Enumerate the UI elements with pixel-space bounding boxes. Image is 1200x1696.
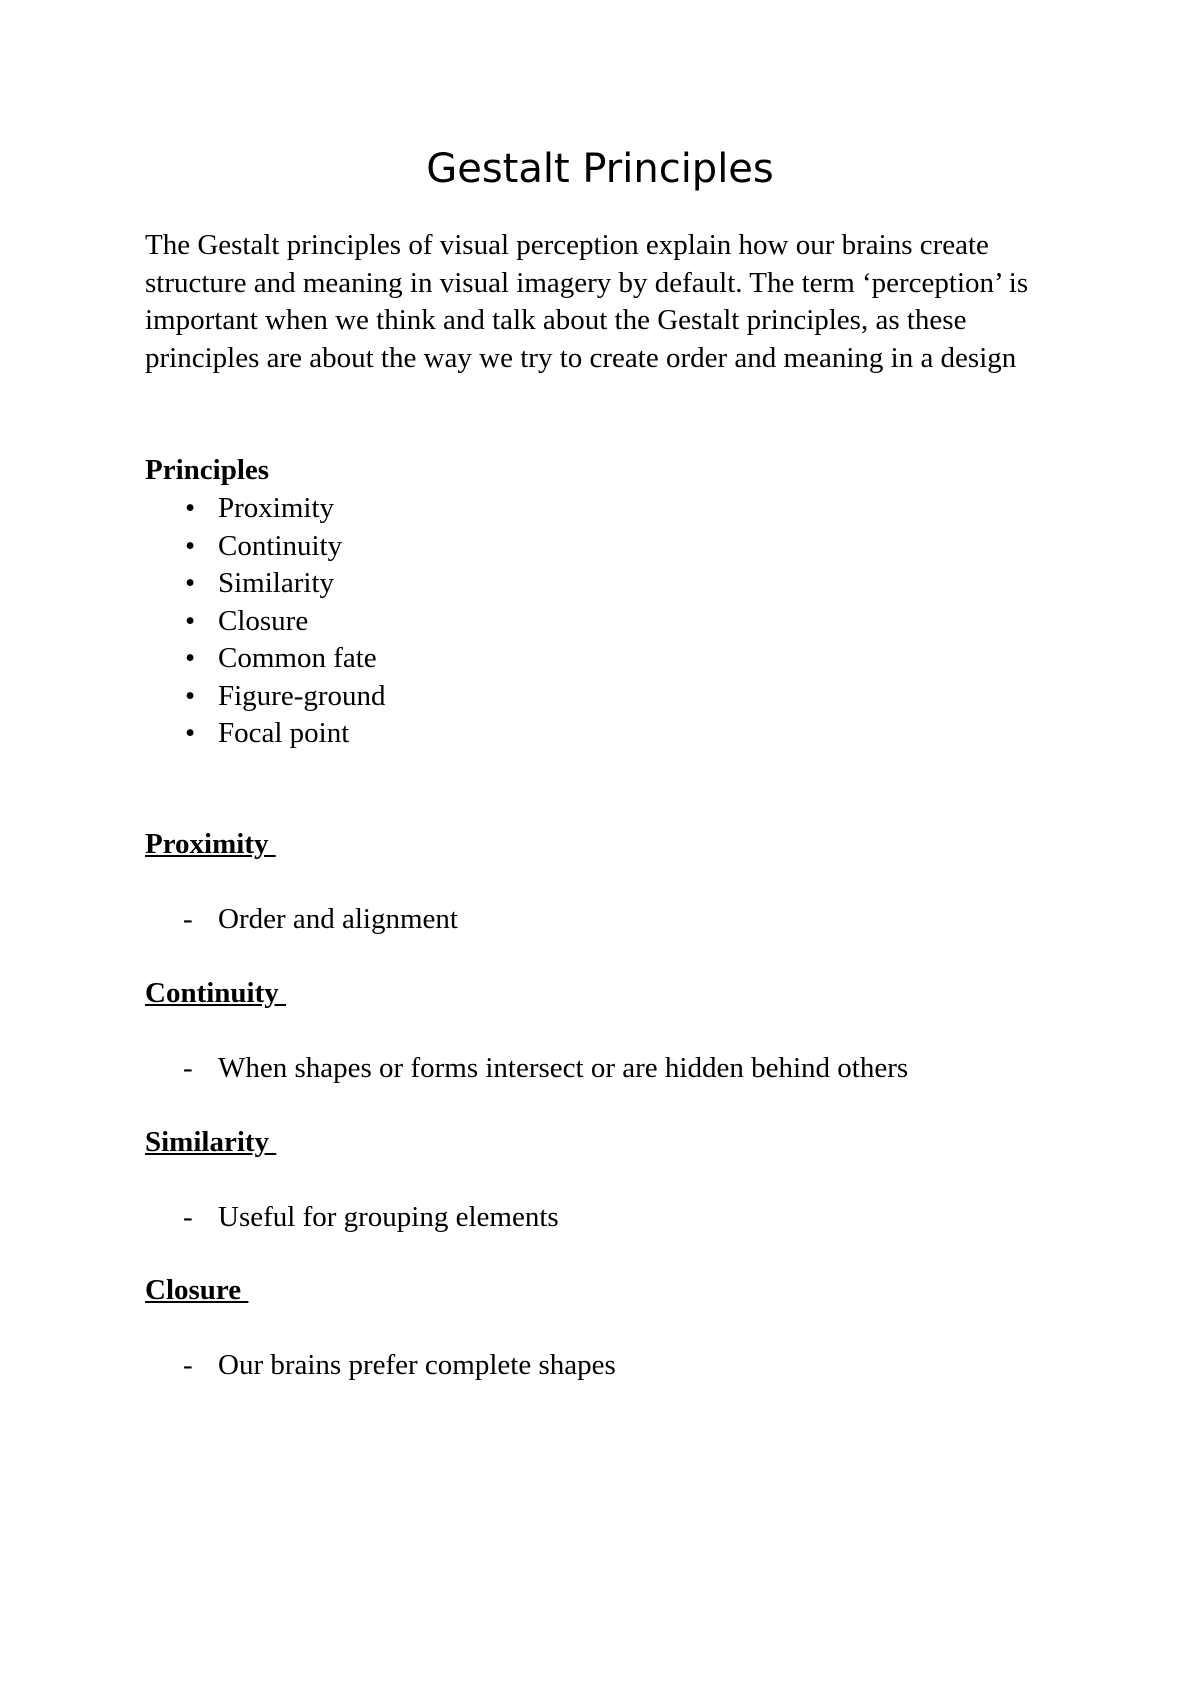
section-detail-text: Our brains prefer complete shapes: [218, 1348, 616, 1381]
bullet-icon: •: [185, 529, 196, 562]
principles-label: Principles: [145, 454, 270, 486]
section-heading: Proximity: [145, 828, 276, 860]
principles-list: [145, 490, 386, 753]
section-detail-text: When shapes or forms intersect or are hidden behind others: [218, 1051, 909, 1084]
section-continuity: [145, 975, 1075, 1087]
bullet-icon: •: [185, 492, 196, 524]
section-detail-text: Useful for grouping elements: [218, 1200, 559, 1233]
page-title: Gestalt Principles: [426, 146, 774, 192]
list-item-label: Continuity: [218, 529, 343, 562]
list-item: [145, 678, 386, 716]
section-detail: [145, 1347, 1075, 1385]
dash-icon: -: [183, 1348, 193, 1381]
bullet-icon: •: [185, 642, 196, 674]
list-item: [145, 528, 386, 566]
list-item-label: Common fate: [218, 642, 377, 674]
section-detail: [145, 1050, 1075, 1088]
section-proximity: [145, 826, 1075, 938]
dash-icon: -: [183, 1051, 193, 1084]
list-item-label: Focal point: [218, 717, 350, 749]
section-detail: [145, 1199, 1075, 1237]
section-similarity: [145, 1124, 1075, 1236]
bullet-icon: •: [185, 567, 196, 599]
list-item-label: Similarity: [218, 567, 334, 599]
list-item: [145, 565, 386, 603]
list-item: [145, 603, 386, 641]
list-item-label: Figure-ground: [218, 679, 386, 712]
list-item: [145, 715, 386, 753]
section-heading: Similarity: [145, 1126, 277, 1158]
intro-paragraph: The Gestalt principles of visual perception explain how our brains create structure and meaning in visual imagery by default. The term ‘perception’ is important when we think and talk about the Gestalt principles, as these principles are about the way we try to create order and meaning in a design: [145, 229, 1029, 374]
section-heading: Continuity: [145, 977, 287, 1009]
bullet-icon: •: [185, 604, 196, 637]
bullet-icon: •: [185, 679, 196, 712]
dash-icon: -: [183, 1200, 193, 1233]
section-closure: [145, 1272, 1075, 1384]
list-item-label: Closure: [218, 604, 309, 637]
list-item-label: Proximity: [218, 492, 335, 524]
list-item: [145, 490, 386, 528]
dash-icon: -: [183, 902, 193, 935]
section-detail-text: Order and alignment: [218, 902, 458, 935]
bullet-icon: •: [185, 717, 196, 749]
section-heading: Closure: [145, 1274, 249, 1306]
list-item: [145, 640, 386, 678]
section-detail: [145, 901, 1075, 939]
